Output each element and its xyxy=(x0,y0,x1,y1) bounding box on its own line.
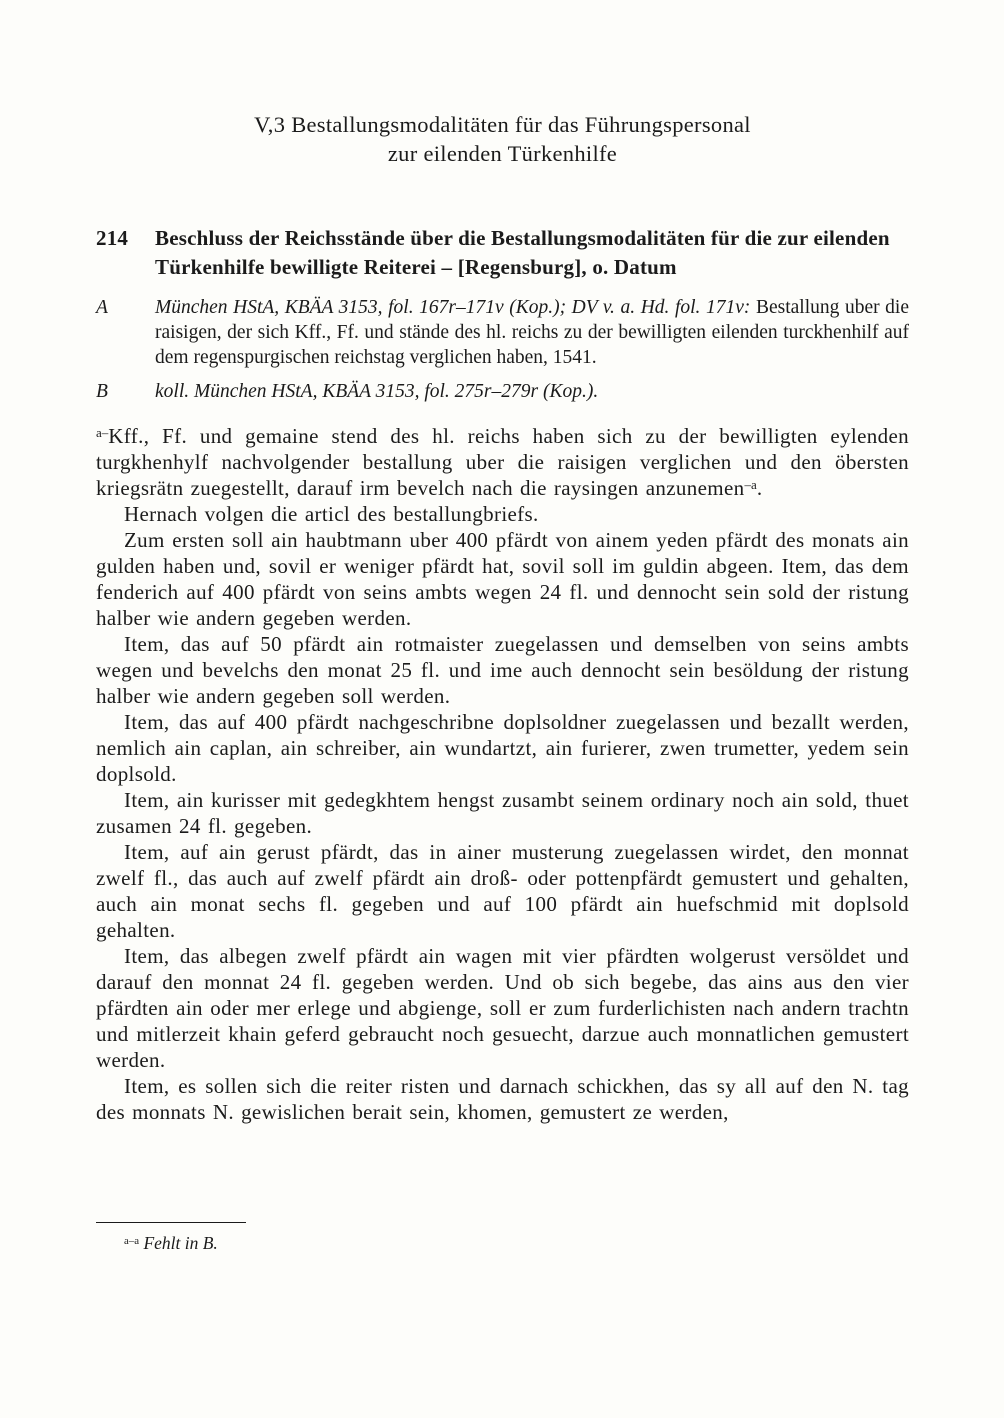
body-paragraph: Item, das auf 400 pfärdt nachgeschribne doplsoldner zuegelassen und bezallt werden, nemlich ain caplan, ain schreiber, ain wundartzt, ain furierer, zwen trumetter, yedem sein doplsold. xyxy=(96,710,909,786)
footnote-marker-end: –a xyxy=(744,477,757,493)
body-paragraph: Item, ain kurisser mit gedegkhtem hengst zusambt seinem ordinary noch ain sold, thuet zusamen 24 fl. gegeben. xyxy=(96,788,909,838)
entry-heading xyxy=(96,224,909,282)
footnote-text: Fehlt in B. xyxy=(143,1233,218,1253)
body-paragraph: Zum ersten soll ain haubtmann uber 400 pfärdt von ainem yeden pfärdt des monats ain gulden haben und, sovil er weniger pfärdt hat, sovil soll im guldin abgeen. Item, das dem fenderich auf 400 pfärdt von seins ambts wegen 24 fl. und dennocht sein sold der ristung halber wie andern gegeben werden. xyxy=(96,528,909,630)
section-heading xyxy=(96,110,909,168)
footnote-area xyxy=(96,1222,909,1254)
body-opening-period: . xyxy=(756,476,763,500)
body-opening-paragraph xyxy=(96,423,909,501)
body-opening-text: Kff., Ff. und gemaine stend des hl. reichs haben sich zu der bewilligten eylenden turgkhenhylf nachvolgender bestallung uber die raisigen verglichen und den öbersten kriegsrätn zuegestellt, darauf irm bevelch nach die raysingen anzunemen xyxy=(96,424,909,500)
footnote-separator-rule xyxy=(96,1222,246,1223)
source-entry-a xyxy=(96,295,909,370)
entry-title-text: Beschluss der Reichsstände über die Bestallungsmodalitäten für die zur eilenden Türkenhilfe bewilligte Reiterei – [Regensburg], o. Datum xyxy=(155,226,890,279)
source-a-label: A xyxy=(96,297,108,318)
footnote-marker: a–a xyxy=(124,1235,140,1248)
body-paragraph: Item, das albegen zwelf pfärdt ain wagen mit vier pfärdten wolgerust versöldet und darauf den monnat 24 fl. gegeben werden. Und ob sich begebe, das ains aus den vier pfärdten ain oder mer erlege und abgienge, soll er zum furderlichisten nach andern trachtn und mitlerzeit khain geferd gebraucht noch gesuecht, darzue auch monnatlichen gemustert werden. xyxy=(96,944,909,1072)
source-b-reference: koll. München HStA, KBÄA 3153, fol. 275r–279r (Kop.). xyxy=(155,381,599,402)
source-entry-b xyxy=(96,379,909,404)
entry-number: 214 xyxy=(96,226,129,250)
section-heading-line1: V,3 Bestallungsmodalitäten für das Führungspersonal xyxy=(254,112,751,137)
body-paragraph: Hernach volgen die articl des bestallungbriefs. xyxy=(124,502,539,526)
body-paragraph: Item, es sollen sich die reiter risten und darnach schickhen, das sy all auf den N. tag des monnats N. gewislichen berait sein, khomen, gemustert ze werden, xyxy=(96,1074,909,1124)
footnote-marker-start: a– xyxy=(96,425,109,441)
body-paragraph: Item, das auf 50 pfärdt ain rotmaister zuegelassen und demselben von seins ambts wegen und bevelchs den monat 25 fl. und ime auch dennocht sein besöldung der ristung halber wie andern gegeben soll werden. xyxy=(96,632,909,708)
source-b-label: B xyxy=(96,381,108,402)
section-heading-line2: zur eilenden Türkenhilfe xyxy=(387,141,618,166)
body-paragraph: Item, auf ain gerust pfärdt, das in ainer musterung zuegelassen wirdet, den monnat zwelf fl., das auch auf zwelf pfärdt ain droß- oder pottenpfärdt gemustert und gehalten, auch ain monat sechs fl. gegeben und auf 100 pfärdt ain huefschmid mit doplsold gehalten. xyxy=(96,840,909,942)
source-a-description: Bestallung uber die raisigen, der sich Kff., Ff. und stände des hl. reichs zu der bewilligten eilenden turckhenhilf auf dem regenspurgischen reichstag verglichen haben, 1541. xyxy=(155,297,909,368)
document-body xyxy=(96,423,909,1125)
source-a-reference: München HStA, KBÄA 3153, fol. 167r–171v (Kop.); DV v. a. Hd. fol. 171v: xyxy=(155,297,751,318)
footnote-entry xyxy=(96,1232,909,1254)
text-column xyxy=(96,0,909,1125)
